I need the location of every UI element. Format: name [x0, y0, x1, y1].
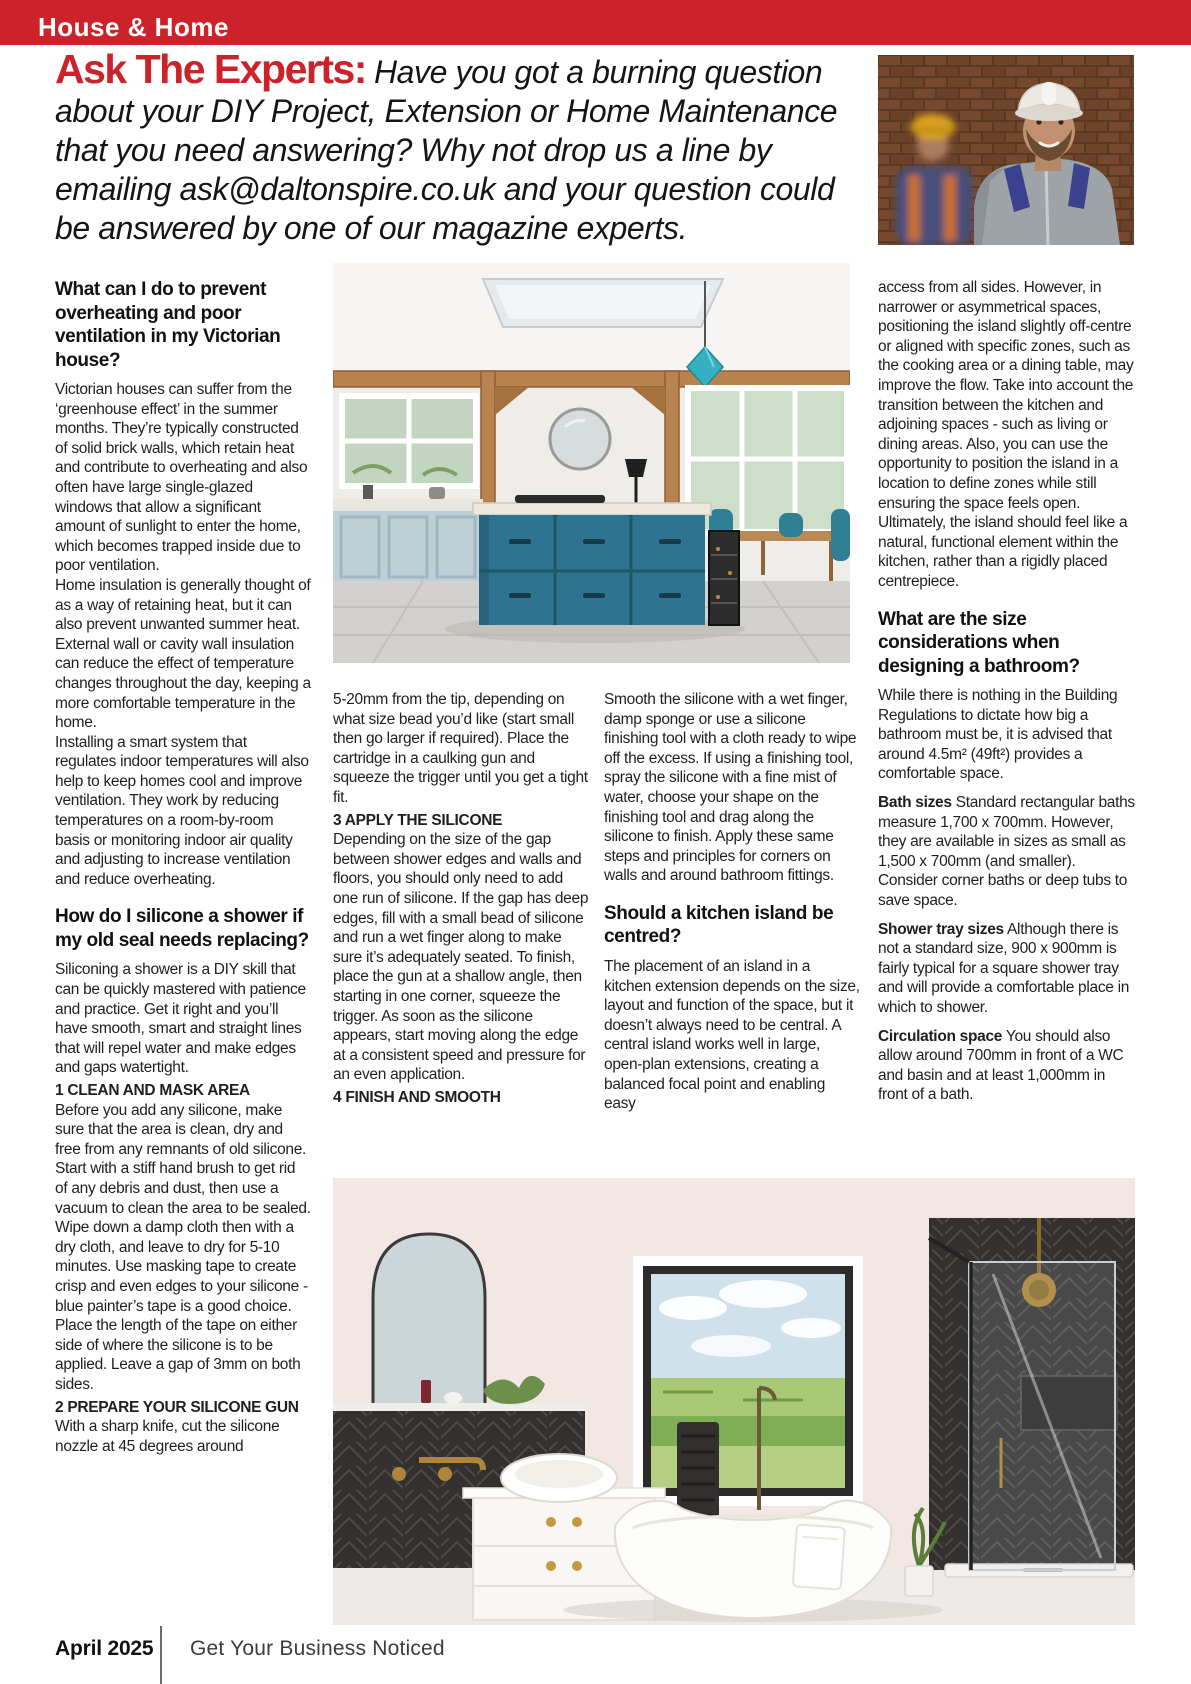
round-mirror: [550, 409, 610, 469]
intro-text: Have you got a burning question about your DIY Project, Extension or Home Maintenance that you need answering? Why not drop us a line by emailing ask@daltonspire.co.uk and your question could be answered by one of our magazine experts.: [55, 54, 838, 246]
bath-sizes-lead: Bath sizes: [878, 793, 952, 811]
shower-tray-paragraph: Shower tray sizes Although there is not a standard size, 900 x 900mm is fairly typical for a square shower tray and will provide a comfortable place in which to shower.: [878, 920, 1130, 1016]
step-2-title: 2 PREPARE YOUR SILICONE GUN: [55, 1398, 299, 1416]
intro-block: [55, 46, 863, 248]
section-title: House & Home: [38, 12, 229, 42]
circulation-paragraph: Circulation space You should also allow around 700mm in front of a WC and basin and at least 1,000mm in front of a bath.: [878, 1027, 1124, 1104]
step-3-body: Depending on the size of the gap between shower edges and walls and floors, you should only need to add one run of silicone. If the gap has deep edges, fill with a small bead of silicone and run a wet finger along to make sure it’s adequately seated. To finish, place the gun at a shallow angle, then starting in one corner, squeeze the trigger. As soon as the silicone appears, start moving along the edge at a consistent speed and pressure for an even application.: [333, 831, 589, 1084]
bathroom-photo: [333, 1178, 1135, 1625]
step-3-title: 3 APPLY THE SILICONE: [333, 811, 503, 829]
bath-sizes-paragraph: Bath sizes Standard rectangular baths measure 1,700 x 700mm. However, they are available in sizes as small as 1,500 x 700mm (and smaller). Consider corner baths or deep tubs to save space.: [878, 793, 1135, 909]
footer-tagline: Get Your Business Noticed: [190, 1637, 445, 1660]
builder-photo: [878, 55, 1134, 245]
answer-paragraph: Home insulation is generally thought of as a way of retaining heat, but it can also prevent unwanted summer heat. External wall or cavity wall insulation can reduce the effect of temperature changes throughout the day, keeping a more comfortable temperature in the home.: [55, 576, 311, 732]
step-2-body-part1: With a sharp knife, cut the silicone nozzle at 45 degrees around: [55, 1418, 280, 1455]
answer-paragraph: While there is nothing in the Building Regulations to dictate how big a bathroom must be, it is advised that around 4.5m² (49ft²) provides a comfortable space.: [878, 687, 1118, 783]
countryside-window: [633, 1256, 863, 1506]
question-silicone: How do I silicone a shower if my old seal needs replacing?: [55, 906, 309, 951]
wine-cooler: [709, 531, 739, 625]
circulation-lead: Circulation space: [878, 1027, 1003, 1045]
left-cabinets: [333, 485, 483, 583]
section-header-bar: [0, 0, 1191, 45]
question-island: Should a kitchen island be centred?: [604, 902, 834, 948]
footer-divider: [160, 1626, 162, 1684]
answer-paragraph: The placement of an island in a kitchen extension depends on the size, layout and function of the space, but it doesn’t always need to be central. A central island works well in large, open-plan extensions, creating a balanced focal point and enabling easy: [604, 957, 860, 1113]
step-1-title: 1 CLEAN AND MASK AREA: [55, 1082, 250, 1099]
column-3: [604, 690, 860, 1114]
question-overheating: What can I do to prevent overheating and poor ventilation in my Victorian house?: [55, 279, 281, 371]
kitchen-photo: [333, 263, 850, 663]
column-4: [878, 278, 1136, 1105]
shower-area: [929, 1218, 1135, 1577]
kitchen-island: [473, 495, 711, 625]
answer-paragraph: Victorian houses can suffer from the ‘greenhouse effect’ in the summer months. They’re typically constructed of solid brick walls, which retain heat and contribute to overheating and also often have large single-glazed windows that allow a significant amount of sunlight to enter the home, which becomes trapped inside due to poor ventilation.: [55, 381, 308, 575]
step-4-body: Smooth the silicone with a wet finger, damp sponge or use a silicone finishing tool with a cloth ready to wipe off the excess. If using a finishing tool, spray the silicone with a fine mist of water, choose your shape on the finishing tool and drag along the silicone to finish. Apply these same steps and principles for corners on walls and around bathroom fittings.: [604, 691, 857, 885]
shower-tray-lead: Shower tray sizes: [878, 920, 1004, 938]
step-1-body: Before you add any silicone, make sure that the area is clean, dry and free from any remnants of old silicone. Start with a stiff hand brush to get rid of any debris and dust, then use a vacuum to clean the area to be sealed. Wipe down a damp cloth then with a dry cloth, and leave to dry for 5-10 minutes. Use masking tape to create crisp and even edges to your silicone - blue painter’s tape is a good choice. Place the length of the tape on either side of where the silicone is to be applied. Leave a gap of 3mm on both sides.: [55, 1101, 311, 1393]
answer-paragraph: Installing a smart system that regulates indoor temperatures will also help to keep homes cool and improve ventilation. They work by reducing temperatures on a room-by-room basis or monitoring indoor air quality and adjusting to increase ventilation and reduce overheating.: [55, 733, 309, 888]
column-2: [333, 690, 589, 1107]
answer-paragraph: Siliconing a shower is a DIY skill that can be quickly mastered with patience and practice. Get it right and you’ll have smooth, smart and straight lines that will repel water and make edges and gaps watertight.: [55, 961, 306, 1077]
step-2-body-part2: 5-20mm from the tip, depending on what size bead you’d like (start small then go larger if required). Place the cartridge in a caulking gun and squeeze the trigger until you get a tight fit.: [333, 691, 588, 806]
left-window: [339, 393, 479, 489]
intro-title: Ask The Experts:: [55, 46, 366, 92]
question-bathroom-size: What are the size considerations when designing a bathroom?: [878, 608, 1080, 677]
step-4-title: 4 FINISH AND SMOOTH: [333, 1088, 501, 1106]
oak-beam: [333, 371, 850, 387]
bath-towel: [793, 1524, 845, 1589]
column-1: [55, 278, 311, 1456]
footer-date: April 2025: [55, 1637, 154, 1660]
answer-paragraph: access from all sides. However, in narrower or asymmetrical spaces, positioning the island slightly off-centre or aligned with specific zones, such as the cooking area or a dining table, may improve the flow. Take into account the transition between the kitchen and adjoining spaces - such as living or dining areas. Also, you can use the opportunity to position the island in a location to define zones while still ensuring the space feels open. Ultimately, the island should feel like a natural, functional element within the kitchen, rather than a rigidly placed centrepiece.: [878, 279, 1134, 590]
